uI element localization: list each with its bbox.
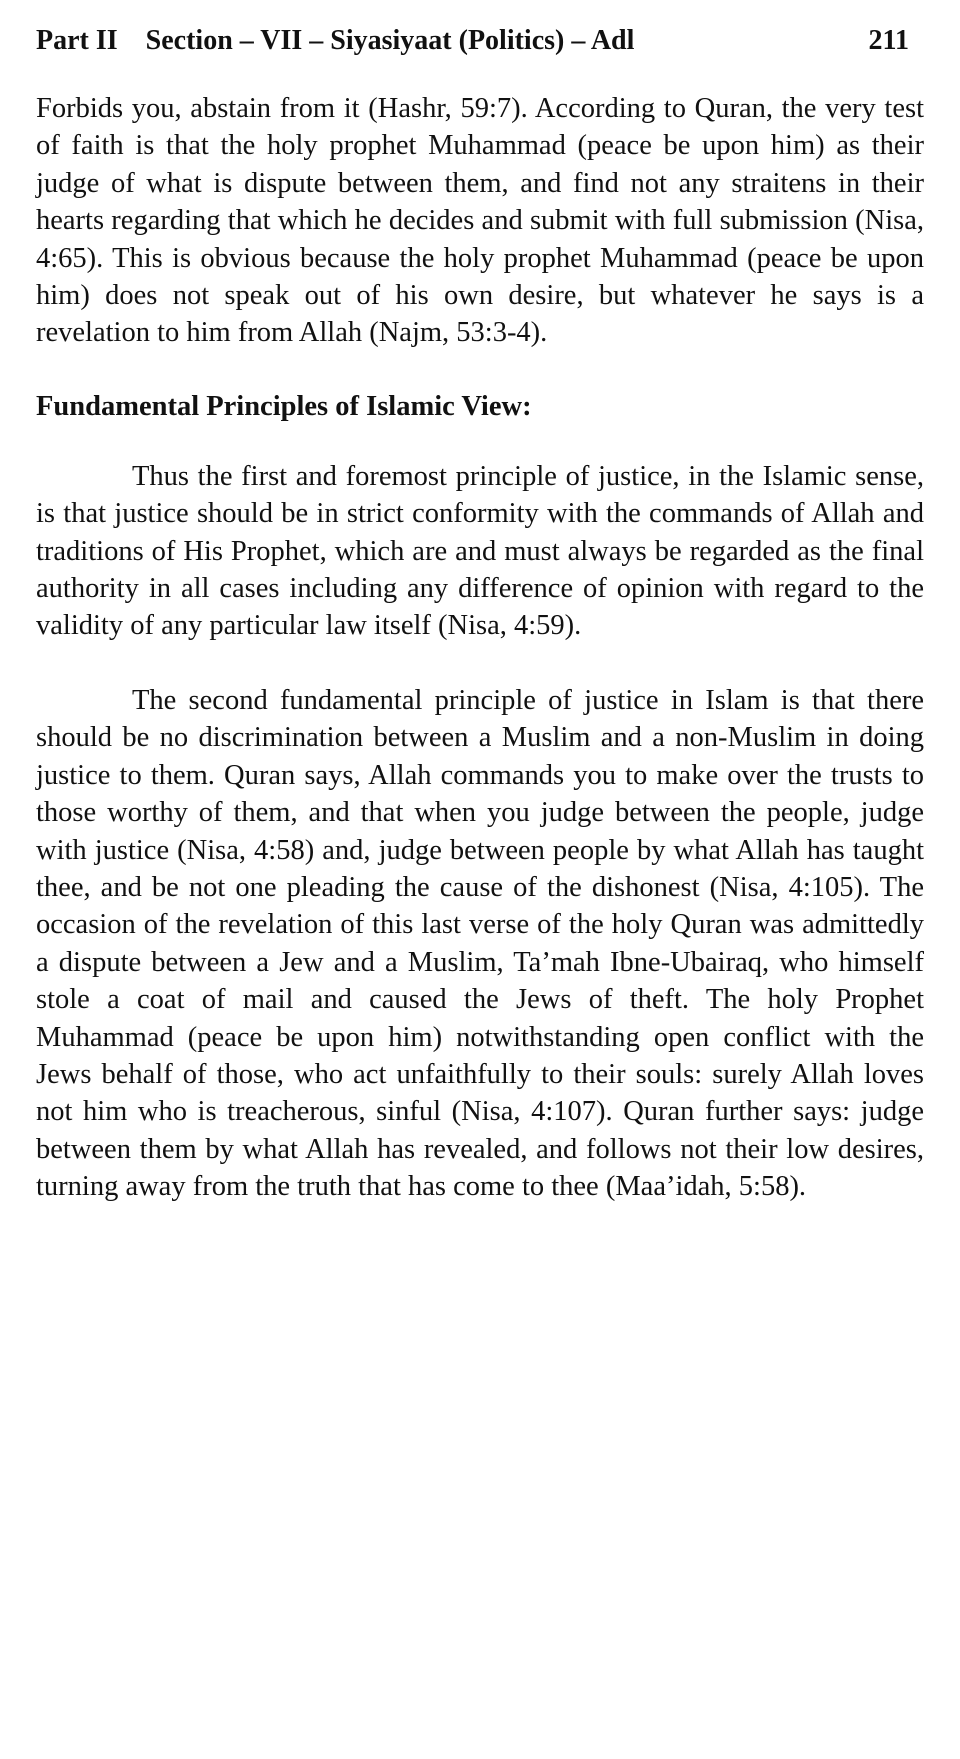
- running-header: [36, 22, 924, 60]
- paragraph-spacer: [36, 645, 924, 682]
- section-heading: Fundamental Principles of Islamic View:: [36, 390, 532, 422]
- header-part: Part II: [36, 25, 118, 56]
- paragraph-3: The second fundamental principle of justice in Islam is that there should be no discrimination between a Muslim and a non-Muslim in doing justice to them. Quran says, Allah commands you to make over the trusts to those worthy of them, and that when you judge between the people, judge with justice (Nisa, 4:58) and, judge between people by what Allah has taught thee, and be not one pleading the cause of the dishonest (Nisa, 4:105). The occasion of the revelation of this last verse of the holy Quran was admittedly a dispute between a Jew and a Muslim, Ta’mah Ibne-Ubairaq, who himself stole a coat of mail and caused the Jews of theft. The holy Prophet Muhammad (peace be upon him) notwithstanding open conflict with the Jews behalf of those, who act unfaithfully to their souls: surely Allah loves not him who is treacherous, sinful (Nisa, 4:107). Quran further says: judge between them by what Allah has revealed, and follows not their low desires, turning away from the truth that has come to thee (Maa’idah, 5:58).: [36, 684, 924, 1203]
- document-page: [36, 22, 924, 1206]
- paragraph-1: Forbids you, abstain from it (Hashr, 59:7). According to Quran, the very test of faith is that the holy prophet Muhammad (peace be upon him) as their judge of what is dispute between them, and find not any straitens in their hearts regarding that which he decides and submit with full submission (Nisa, 4:65). This is obvious because the holy prophet Muhammad (peace be upon him) does not speak out of his own desire, but whatever he says is a revelation to him from Allah (Najm, 53:3-4).: [36, 93, 924, 349]
- header-section: Section – VII – Siyasiyaat (Politics) – Adl: [145, 25, 635, 56]
- header-title-group: [36, 22, 634, 60]
- paragraph-2: Thus the first and foremost principle of justice, in the Islamic sense, is that justice should be in strict conformity with the commands of Allah and traditions of His Prophet, which are and must always be regarded as the final authority in all cases including any difference of opinion with regard to the validity of any particular law itself (Nisa, 4:59).: [36, 460, 924, 642]
- page-number: 211: [868, 25, 909, 56]
